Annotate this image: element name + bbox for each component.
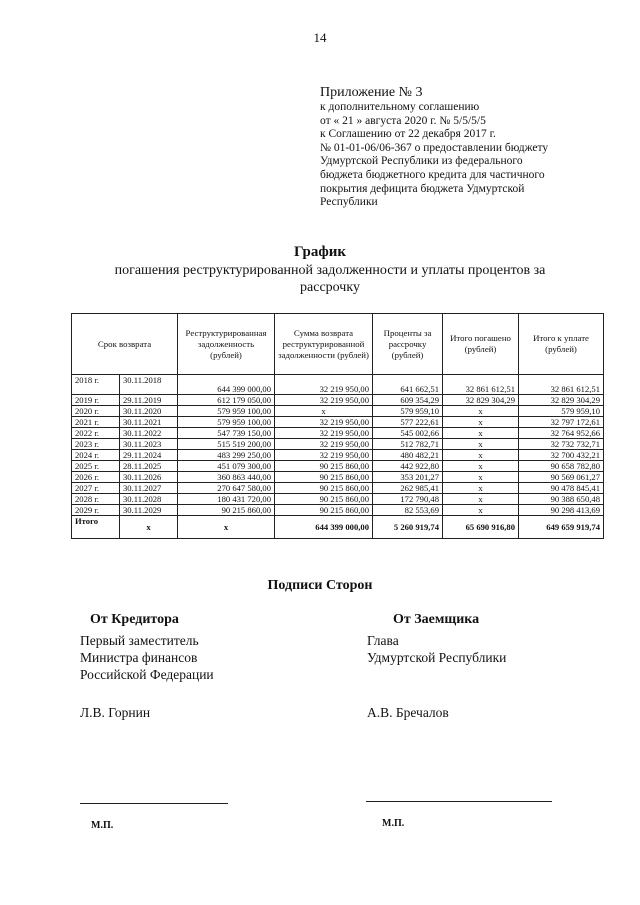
cell-repaid: x <box>443 505 519 516</box>
creditor-position-line: Российской Федерации <box>80 667 214 682</box>
cell-interest: 641 662,51 <box>373 375 443 395</box>
cell-restructured-debt: 579 959 100,00 <box>178 417 275 428</box>
cell-date: 30.11.2022 <box>120 428 178 439</box>
borrower-heading: От Заемщика <box>393 612 480 627</box>
cell-return-sum: x <box>275 406 373 417</box>
signatures-title: Подписи Сторон <box>267 578 373 593</box>
cell-total-label: Итого <box>72 516 120 539</box>
header-total-pay: Итого к уплате (рублей) <box>519 314 604 375</box>
cell-year: 2024 г. <box>72 450 120 461</box>
cell-year: 2020 г. <box>72 406 120 417</box>
schedule-title: График <box>293 244 347 260</box>
cell-total-pay: 579 959,10 <box>519 406 604 417</box>
cell-repaid: x <box>443 483 519 494</box>
appendix-line: к Соглашению от 22 декабря 2017 г. <box>320 128 496 141</box>
cell-restructured-debt: 547 739 150,00 <box>178 428 275 439</box>
cell-interest: 172 790,48 <box>373 494 443 505</box>
cell-return-sum: 90 215 860,00 <box>275 494 373 505</box>
cell-restructured-debt: 360 863 440,00 <box>178 472 275 483</box>
cell-year: 2027 г. <box>72 483 120 494</box>
cell-repaid: x <box>443 406 519 417</box>
table-row <box>72 461 604 472</box>
cell-return-sum: 32 219 950,00 <box>275 428 373 439</box>
cell-return-sum: 90 215 860,00 <box>275 461 373 472</box>
cell-total-repaid: 65 690 916,80 <box>443 516 519 539</box>
header-term: Срок возврата <box>72 314 178 375</box>
cell-restructured-debt: 451 079 300,00 <box>178 461 275 472</box>
table-row <box>72 417 604 428</box>
table-row <box>72 483 604 494</box>
appendix-line: от « 21 » августа 2020 г. № 5/5/5/5 <box>320 114 486 127</box>
cell-year: 2025 г. <box>72 461 120 472</box>
header-restructured-debt: Реструктурированная задолженность (рублей) <box>178 314 275 375</box>
cell-interest: 82 553,69 <box>373 505 443 516</box>
table-row <box>72 428 604 439</box>
borrower-stamp-mark: М.П. <box>382 818 405 829</box>
cell-repaid: 32 861 612,51 <box>443 375 519 395</box>
appendix-line: к дополнительному соглашению <box>320 101 480 113</box>
cell-date: 30.11.2027 <box>120 483 178 494</box>
cell-total-pay: 32 764 952,66 <box>519 428 604 439</box>
creditor-signatory-name: Л.В. Горнин <box>80 705 151 720</box>
table-row <box>72 406 604 417</box>
borrower-signature-line <box>366 801 552 802</box>
table-row <box>72 472 604 483</box>
cell-restructured-debt: 90 215 860,00 <box>178 505 275 516</box>
cell-return-sum: 32 219 950,00 <box>275 417 373 428</box>
borrower-position-line: Удмуртской Республики <box>367 650 507 665</box>
cell-return-sum: 32 219 950,00 <box>275 439 373 450</box>
creditor-heading: От Кредитора <box>90 612 179 627</box>
cell-restructured-debt: 612 179 050,00 <box>178 395 275 406</box>
cell-total-pay: 32 700 432,21 <box>519 450 604 461</box>
cell-total-pay: 90 388 650,48 <box>519 494 604 505</box>
table-row <box>72 395 604 406</box>
cell-year: 2028 г. <box>72 494 120 505</box>
cell-year: 2029 г. <box>72 505 120 516</box>
cell-repaid: x <box>443 472 519 483</box>
borrower-position-line: Глава <box>367 633 399 648</box>
cell-return-sum: 32 219 950,00 <box>275 375 373 395</box>
cell-year: 2023 г. <box>72 439 120 450</box>
table-row <box>72 450 604 461</box>
cell-date: 29.11.2024 <box>120 450 178 461</box>
cell-interest: 512 782,71 <box>373 439 443 450</box>
cell-interest: 442 922,80 <box>373 461 443 472</box>
creditor-position-line: Министра финансов <box>80 650 198 665</box>
cell-repaid: x <box>443 428 519 439</box>
cell-interest: 353 201,27 <box>373 472 443 483</box>
cell-date: 30.11.2026 <box>120 472 178 483</box>
cell-return-sum: 32 219 950,00 <box>275 395 373 406</box>
cell-restructured-debt: 180 431 720,00 <box>178 494 275 505</box>
header-return-sum: Сумма возврата реструктурированной задолженности (рублей) <box>275 314 373 375</box>
table-total-row <box>72 516 604 539</box>
header-repaid: Итого погашено (рублей) <box>443 314 519 375</box>
cell-restructured-debt: 270 647 580,00 <box>178 483 275 494</box>
cell-interest: 577 222,61 <box>373 417 443 428</box>
cell-year: 2021 г. <box>72 417 120 428</box>
cell-restructured-debt: 579 959 100,00 <box>178 406 275 417</box>
cell-total-return-sum: 644 399 000,00 <box>275 516 373 539</box>
appendix-line: № 01-01-06/06-367 о предоставлении бюджету <box>320 141 549 154</box>
repayment-schedule-table <box>71 313 604 539</box>
cell-repaid: x <box>443 450 519 461</box>
cell-total-pay: 649 659 919,74 <box>519 516 604 539</box>
cell-total-pay: 90 478 845,41 <box>519 483 604 494</box>
cell-return-sum: 90 215 860,00 <box>275 483 373 494</box>
cell-year: 2022 г. <box>72 428 120 439</box>
cell-date: 28.11.2025 <box>120 461 178 472</box>
page-number: 14 <box>313 30 327 45</box>
cell-interest: 545 002,66 <box>373 428 443 439</box>
cell-restructured-debt: 515 519 200,00 <box>178 439 275 450</box>
cell-date: 30.11.2023 <box>120 439 178 450</box>
appendix-line: бюджета бюджетного кредита для частичного <box>320 168 545 181</box>
appendix-line: Удмуртской Республики из федерального <box>320 155 523 168</box>
cell-interest: 262 985,41 <box>373 483 443 494</box>
creditor-block <box>80 611 320 683</box>
cell-total-pay: 90 569 061,27 <box>519 472 604 483</box>
cell-year: 2018 г. <box>72 375 120 395</box>
cell-total-pay: 32 829 304,29 <box>519 395 604 406</box>
table-row <box>72 439 604 450</box>
appendix-line: Республики <box>320 196 378 209</box>
cell-total-pay: 32 861 612,51 <box>519 375 604 395</box>
cell-total-interest: 5 260 919,74 <box>373 516 443 539</box>
cell-date: 30.11.2020 <box>120 406 178 417</box>
cell-total-pay: 32 797 172,61 <box>519 417 604 428</box>
cell-year: 2026 г. <box>72 472 120 483</box>
creditor-position-line: Первый заместитель <box>80 633 199 648</box>
cell-repaid: x <box>443 439 519 450</box>
cell-date: 30.11.2028 <box>120 494 178 505</box>
cell-restructured-debt: 483 299 250,00 <box>178 450 275 461</box>
cell-repaid: x <box>443 494 519 505</box>
cell-date: 30.11.2029 <box>120 505 178 516</box>
cell-interest: 579 959,10 <box>373 406 443 417</box>
cell-interest: 609 354,29 <box>373 395 443 406</box>
cell-total-pay: 90 658 782,80 <box>519 461 604 472</box>
appendix-line: покрытия дефицита бюджета Удмуртской <box>320 182 525 195</box>
cell-return-sum: 32 219 950,00 <box>275 450 373 461</box>
appendix-heading: Приложение № 3 <box>320 85 423 100</box>
creditor-stamp-mark: М.П. <box>91 820 114 831</box>
cell-date: 30.11.2021 <box>120 417 178 428</box>
borrower-signatory-name: А.В. Бречалов <box>367 705 449 720</box>
table-header-row <box>72 314 604 375</box>
cell-year: 2019 г. <box>72 395 120 406</box>
borrower-block <box>367 611 617 666</box>
cell-total-date: x <box>120 516 178 539</box>
cell-repaid: x <box>443 461 519 472</box>
cell-interest: 480 482,21 <box>373 450 443 461</box>
cell-total-pay: 90 298 413,69 <box>519 505 604 516</box>
creditor-signature-line <box>80 803 228 804</box>
cell-restructured-debt: 644 399 000,00 <box>178 375 275 395</box>
cell-date: 29.11.2019 <box>120 395 178 406</box>
header-interest: Проценты за рассрочку (рублей) <box>373 314 443 375</box>
cell-return-sum: 90 215 860,00 <box>275 505 373 516</box>
cell-date: 30.11.2018 <box>120 375 178 395</box>
table-row <box>72 505 604 516</box>
cell-total-pay: 32 732 732,71 <box>519 439 604 450</box>
cell-repaid: 32 829 304,29 <box>443 395 519 406</box>
appendix-block <box>320 84 620 210</box>
schedule-subtitle: погашения реструктурированной задолженности и уплаты процентов за рассрочку <box>114 263 546 295</box>
table-row <box>72 375 604 395</box>
cell-total-debt: x <box>178 516 275 539</box>
cell-return-sum: 90 215 860,00 <box>275 472 373 483</box>
table-row <box>72 494 604 505</box>
cell-repaid: x <box>443 417 519 428</box>
